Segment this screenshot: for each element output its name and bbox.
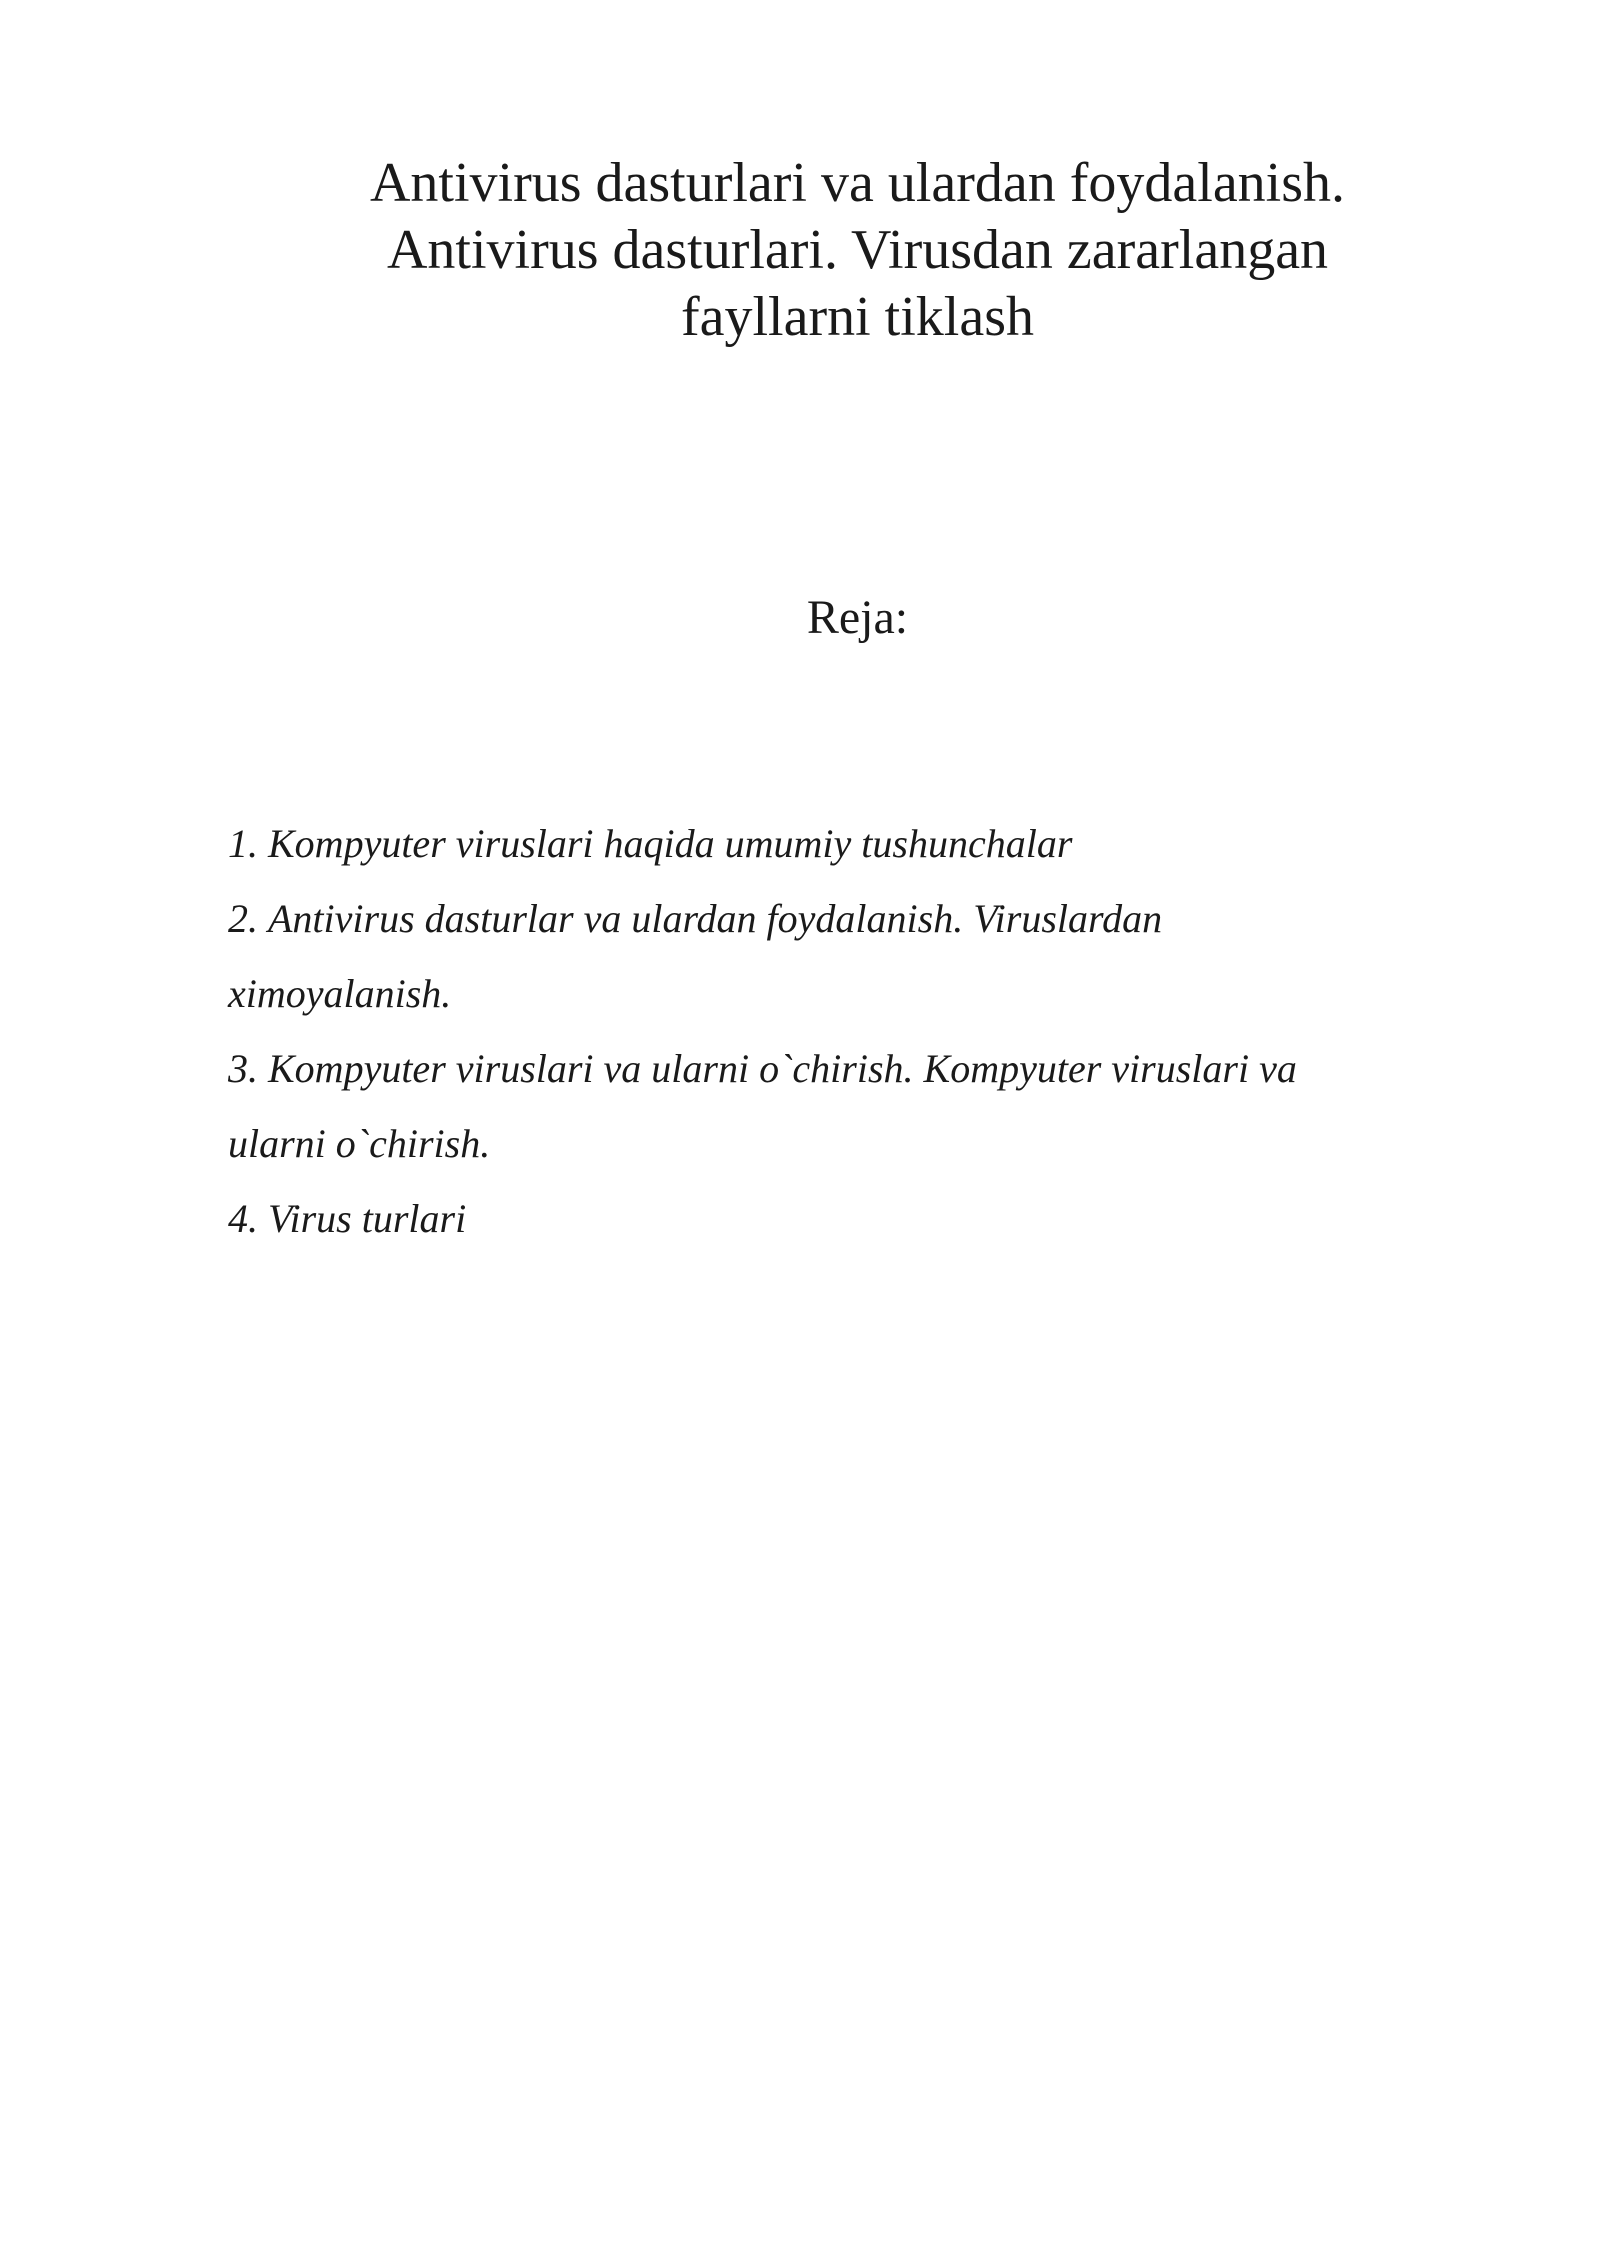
plan-item-line: Antivirus dasturlar va ulardan foydalanish. Viruslardan	[268, 896, 1163, 941]
plan-item-number: 3.	[228, 1046, 258, 1091]
plan-item-line: Virus turlari	[268, 1196, 467, 1241]
plan-item-text	[228, 1031, 1428, 1181]
plan-item-line: ularni o`chirish.	[228, 1121, 491, 1166]
title-line: Antivirus dasturlari va ulardan foydalanish.	[369, 152, 1346, 214]
plan-item-line: Kompyuter viruslari haqida umumiy tushunchalar	[268, 821, 1073, 866]
plan-item-number: 2.	[228, 896, 258, 941]
plan-item-line: Kompyuter viruslari va ularni o`chirish. Kompyuter viruslari va	[268, 1046, 1297, 1091]
title-line: fayllarni tiklash	[680, 286, 1034, 348]
document-title	[300, 150, 1415, 351]
plan-item-number: 1.	[228, 821, 258, 866]
plan-item-line: ximoyalanish.	[228, 971, 452, 1016]
plan-item	[228, 1031, 1428, 1181]
title-line: Antivirus dasturlari. Virusdan zararlangan	[386, 219, 1329, 281]
plan-item	[228, 881, 1428, 1031]
plan-item-text	[228, 881, 1428, 1031]
plan-item	[228, 1181, 1428, 1256]
plan-heading: Reja:	[806, 591, 909, 644]
plan-item-number: 4.	[228, 1196, 258, 1241]
plan-item-text	[268, 1181, 1428, 1256]
plan-item	[228, 806, 1428, 881]
plan-item-text	[268, 806, 1428, 881]
plan-list	[228, 806, 1428, 1256]
